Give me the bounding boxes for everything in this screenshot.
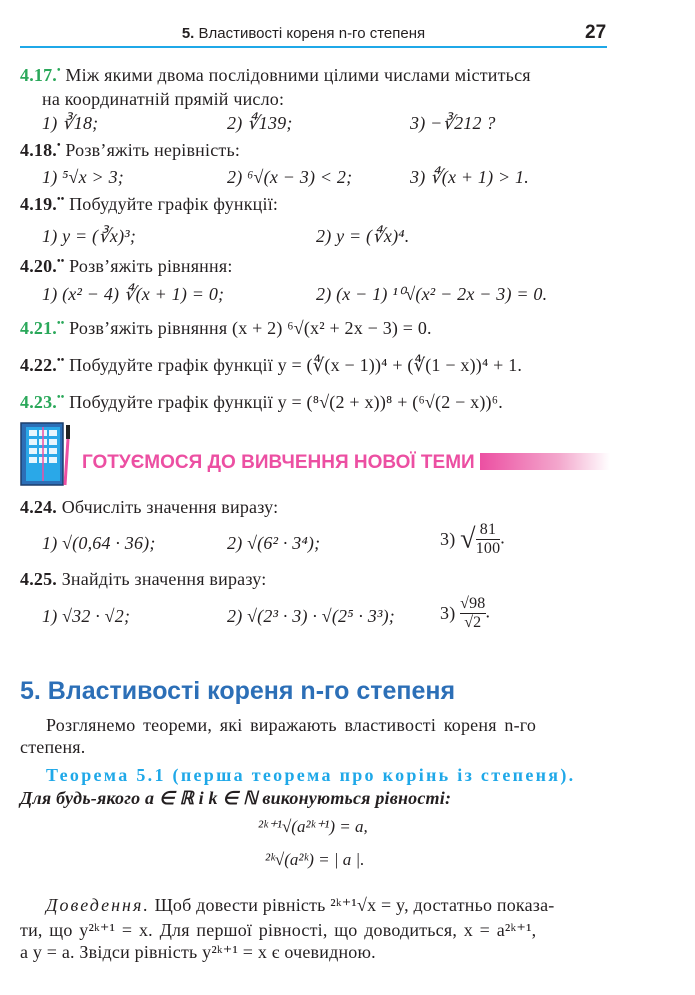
exercise-number: 4.20. [20, 256, 57, 276]
difficulty-mark: • [57, 65, 61, 76]
exercise-item: 3) −∛212 ? [410, 113, 496, 133]
exercise-text: Обчисліть значення виразу: [61, 497, 279, 517]
exercise-4-18 [20, 140, 240, 161]
header-section-number: 5. [181, 25, 195, 42]
exercise-item: 1) √32 · √2; [42, 606, 131, 626]
exercise-item: 2) √(2³ · 3) · √(2⁵ · 3³); [227, 606, 395, 626]
proof-line [46, 895, 555, 916]
exercise-text: Розв’яжіть рівняння (x + 2) ⁶√(x² + 2x − 3) = 0. [69, 318, 432, 338]
exercise-text: Розв’яжіть нерівність: [65, 140, 241, 160]
intro-text: Розглянемо теореми, які виражають властивості кореня n-го [46, 715, 537, 735]
punct: . [485, 601, 491, 622]
proof-text: а y = a. Звідси рівність y²ᵏ⁺¹ = x є очевидною. [20, 942, 376, 962]
theorem-title: Теорема 5.1 (перша теорема про корінь із степеня). [46, 765, 576, 785]
header-title: Властивості кореня n-го степеня [198, 25, 426, 42]
exercise-4-17 [20, 65, 531, 86]
exercise-4-20 [20, 256, 233, 277]
exercise-text-cont: на координатній прямій число: [42, 89, 285, 109]
numerator: 81 [476, 521, 501, 540]
difficulty-mark: • [57, 140, 61, 151]
difficulty-mark: •• [57, 194, 65, 205]
banner-title: ГОТУЄМОСЯ ДО ВИВЧЕННЯ НОВОЇ ТЕМИ [82, 452, 475, 473]
root-sign: √ [460, 523, 476, 555]
fraction [476, 521, 501, 558]
proof-text: ти, що y²ᵏ⁺¹ = x. Для першої рівності, що доводиться, x = a²ᵏ⁺¹, [20, 920, 537, 940]
exercise-text: Побудуйте графік функції y = (⁸√(2 + x))⁸ + (⁶√(2 − x))⁶. [69, 392, 503, 412]
exercise-number: 4.17. [20, 65, 57, 85]
exercise-item: 2) (x − 1) ¹⁰√(x² − 2x − 3) = 0. [316, 284, 548, 304]
intro-text-cont: степеня. [20, 737, 86, 757]
exercise-text: Знайдіть значення виразу: [61, 569, 267, 589]
exercise-item: 2) y = (∜x)⁴. [316, 226, 410, 246]
exercise-item [440, 595, 490, 632]
page-number: 27 [585, 22, 607, 43]
difficulty-mark: •• [57, 392, 65, 403]
section-heading: 5. Властивості кореня n-го степеня [20, 677, 456, 705]
theorem-statement: Для будь-якого a ∈ ℝ і k ∈ ℕ виконуються рівності: [20, 788, 452, 808]
item-label: 3) [440, 603, 456, 623]
exercise-number: 4.22. [20, 355, 57, 375]
difficulty-mark: •• [57, 256, 65, 267]
exercise-4-24 [20, 497, 278, 518]
difficulty-mark: •• [57, 355, 65, 366]
proof-label: Доведення. [46, 895, 150, 915]
exercise-item: 1) (x² − 4) ∜(x + 1) = 0; [42, 284, 225, 304]
exercise-number: 4.23. [20, 392, 57, 412]
header-rule [20, 46, 607, 48]
exercise-text: Побудуйте графік функції y = (∜(x − 1))⁴ + (∜(1 − x))⁴ + 1. [69, 355, 523, 375]
item-label: 3) [440, 529, 456, 549]
difficulty-mark: •• [57, 318, 65, 329]
fraction [460, 595, 485, 632]
exercise-text: Розв’яжіть рівняння: [69, 256, 233, 276]
numerator: √98 [460, 595, 486, 612]
exercise-item [440, 521, 505, 558]
exercise-4-22 [20, 355, 522, 376]
exercise-item: 1) y = (∛x)³; [42, 226, 137, 246]
exercise-number: 4.19. [20, 194, 57, 214]
denominator: 100 [475, 540, 501, 557]
exercise-text: Побудуйте графік функції: [69, 194, 279, 214]
denominator: √2 [464, 614, 482, 631]
exercise-number: 4.21. [20, 318, 57, 338]
exercise-number: 4.24. [20, 497, 57, 517]
formula-odd-root: ²ᵏ⁺¹√(a²ᵏ⁺¹) = a, [258, 817, 368, 836]
exercise-4-25 [20, 569, 266, 590]
notebook-pen-icon [20, 422, 72, 486]
exercise-item: 3) ∜(x + 1) > 1. [410, 167, 529, 187]
banner-gradient-bar [480, 453, 610, 470]
exercise-number: 4.25. [20, 569, 57, 589]
exercise-number: 4.18. [20, 140, 57, 160]
formula-even-root: ²ᵏ√(a²ᵏ) = | a |. [265, 850, 365, 869]
exercise-4-19 [20, 194, 278, 215]
exercise-item: 1) √(0,64 · 36); [42, 533, 156, 553]
exercise-4-23 [20, 392, 503, 413]
punct: . [500, 527, 505, 548]
running-header [0, 25, 607, 42]
exercise-item: 2) ⁶√(x − 3) < 2; [227, 167, 353, 187]
exercise-4-21 [20, 318, 432, 339]
exercise-item: 2) √(6² · 3⁴); [227, 533, 321, 553]
proof-text: Щоб довести рівність ²ᵏ⁺¹√x = y, достатньо показа- [154, 895, 555, 915]
exercise-item: 2) ∜139; [227, 113, 293, 133]
exercise-item: 1) ∛18; [42, 113, 99, 133]
exercise-item: 1) ⁵√x > 3; [42, 167, 124, 187]
exercise-text: Між якими двома послідовними цілими числами міститься [65, 65, 531, 85]
